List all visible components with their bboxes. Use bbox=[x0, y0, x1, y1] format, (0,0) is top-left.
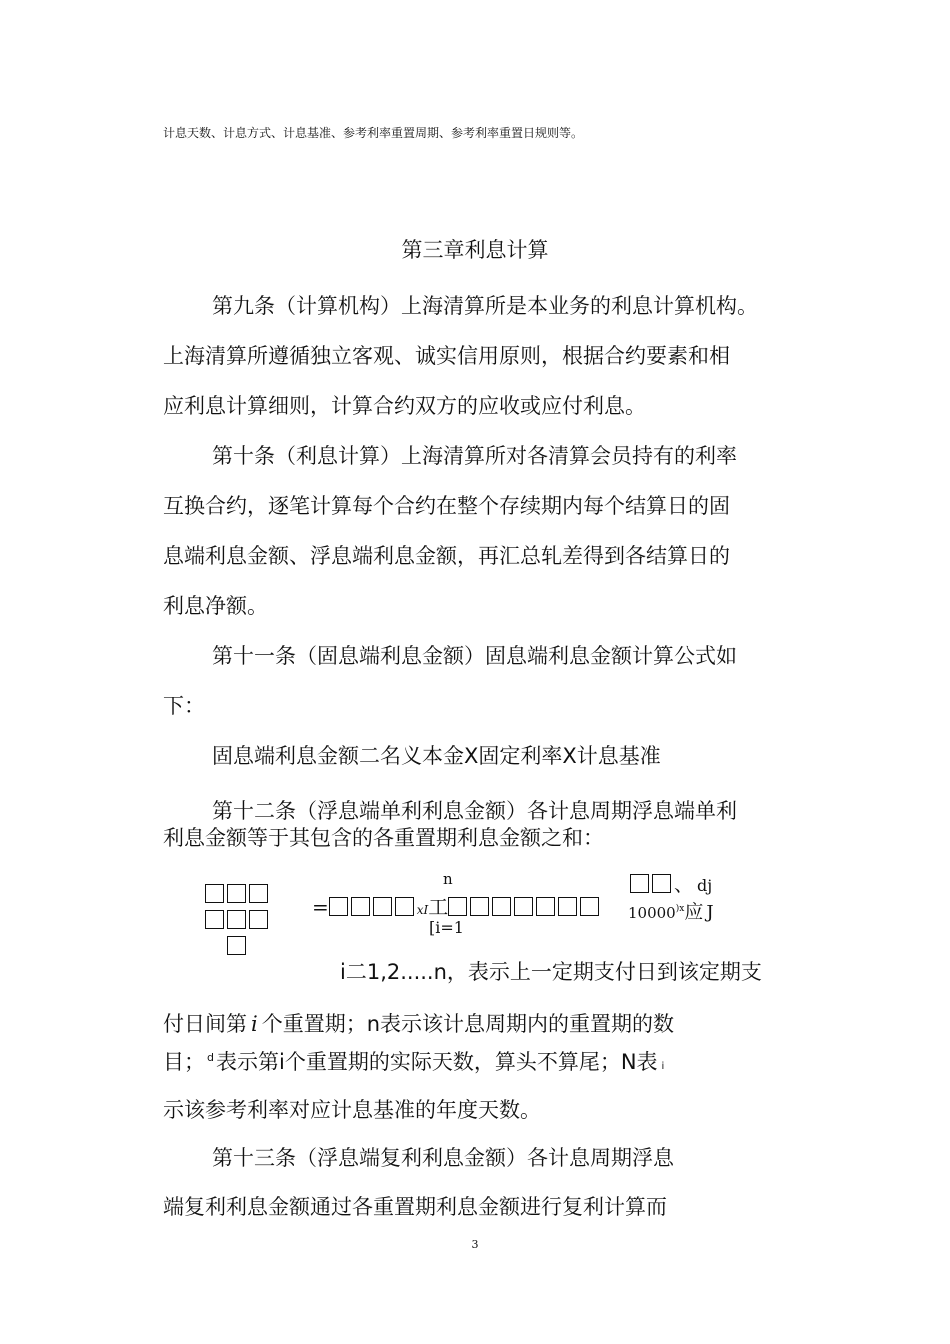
formula-lhs-row2 bbox=[205, 910, 271, 931]
equals-sign: = bbox=[312, 895, 329, 919]
header-note: 计息天数、计息方式、计息基准、参考利率重置周期、参考利率重置日规则等。 bbox=[163, 126, 584, 140]
chapter-title: 第三章利息计算 bbox=[401, 238, 549, 262]
paragraph-line: 互换合约，逐笔计算每个合约在整个存续期内每个结算日的固 bbox=[163, 494, 730, 518]
paragraph-line: 利息净额。 bbox=[163, 594, 268, 618]
paragraph-line bbox=[163, 1046, 664, 1076]
paragraph-line: 第十一条（固息端利息金额）固息端利息金额计算公式如 bbox=[212, 644, 737, 668]
placeholder-glyph bbox=[227, 884, 246, 903]
formula-lhs-row3 bbox=[227, 936, 249, 957]
text-run: 目； bbox=[163, 1050, 205, 1074]
paragraph-line: 端复利利息金额通过各重置期利息金额进行复利计算而 bbox=[163, 1195, 667, 1219]
fixed-interest-formula: 固息端利息金额二名义本金X固定利率X计息基准 bbox=[212, 744, 661, 768]
placeholder-glyph bbox=[205, 884, 224, 903]
page-number: 3 bbox=[471, 1238, 479, 1251]
text-run: 付日间第 bbox=[163, 1012, 247, 1036]
placeholder-glyph bbox=[448, 897, 467, 916]
denominator: 10000 bbox=[628, 904, 676, 922]
placeholder-glyph bbox=[227, 910, 246, 929]
placeholder-glyph bbox=[249, 910, 268, 929]
placeholder-glyph bbox=[329, 897, 348, 916]
formula-main bbox=[312, 891, 602, 920]
placeholder-glyph bbox=[205, 910, 224, 929]
formula-lhs-row1 bbox=[205, 884, 271, 905]
paragraph-line: i二1,2.....n，表示上一定期支付日到该定期支 bbox=[340, 960, 762, 984]
paragraph-line: 应利息计算细则，计算合约双方的应收或应付利息。 bbox=[163, 394, 646, 418]
placeholder-glyph bbox=[351, 897, 370, 916]
superscript-mark: )x bbox=[675, 904, 685, 914]
paragraph-line: 示该参考利率对应计息基准的年度天数。 bbox=[163, 1098, 541, 1122]
placeholder-glyph bbox=[373, 897, 392, 916]
placeholder-glyph bbox=[580, 897, 599, 916]
paragraph-line: 第十三条（浮息端复利利息金额）各计息周期浮息 bbox=[212, 1146, 674, 1170]
placeholder-glyph bbox=[227, 936, 246, 955]
multiply-mark: xI bbox=[416, 903, 429, 917]
j-variable: J bbox=[706, 902, 714, 923]
placeholder-glyph bbox=[470, 897, 489, 916]
days-variable: dj bbox=[697, 876, 713, 895]
sum-upper-limit: n bbox=[443, 870, 453, 888]
formula-fraction-bottom bbox=[628, 897, 714, 924]
placeholder-glyph bbox=[558, 897, 577, 916]
ying-char: 应 bbox=[684, 901, 704, 923]
text-run: 个重置期；n表示该计息周期内的重置期的数 bbox=[261, 1012, 675, 1036]
placeholder-glyph bbox=[395, 897, 414, 916]
paragraph-line bbox=[163, 1008, 674, 1038]
text-run: 表示第i个重置期的实际天数，算头不算尾；N表 bbox=[215, 1050, 658, 1074]
italic-i: i bbox=[251, 1012, 258, 1036]
sum-lower-limit: [i=1 bbox=[429, 918, 464, 937]
paragraph-line: 第九条（计算机构）上海清算所是本业务的利息计算机构。 bbox=[212, 294, 758, 318]
comma-mark: 、 bbox=[674, 874, 694, 896]
placeholder-glyph bbox=[652, 874, 671, 893]
placeholder-glyph bbox=[630, 874, 649, 893]
paragraph-line: 利息金额等于其包含的各重置期利息金额之和： bbox=[163, 826, 604, 850]
paragraph-line: 下： bbox=[163, 694, 205, 718]
sigma-symbol: 工 bbox=[428, 895, 449, 919]
formula-fraction-top bbox=[630, 870, 712, 897]
placeholder-glyph bbox=[536, 897, 555, 916]
paragraph-line: 第十二条（浮息端单利利息金额）各计息周期浮息端单利 bbox=[212, 799, 737, 823]
paragraph-line: 息端利息金额、浮息端利息金额，再汇总轧差得到各结算日的 bbox=[163, 544, 730, 568]
subscript-i: i bbox=[661, 1061, 665, 1072]
placeholder-glyph bbox=[249, 884, 268, 903]
paragraph-line: 第十条（利息计算）上海清算所对各清算会员持有的利率 bbox=[212, 444, 737, 468]
placeholder-glyph bbox=[514, 897, 533, 916]
paragraph-line: 上海清算所遵循独立客观、诚实信用原则，根据合约要素和相 bbox=[163, 344, 730, 368]
placeholder-glyph bbox=[492, 897, 511, 916]
superscript-d: d bbox=[207, 1051, 214, 1064]
